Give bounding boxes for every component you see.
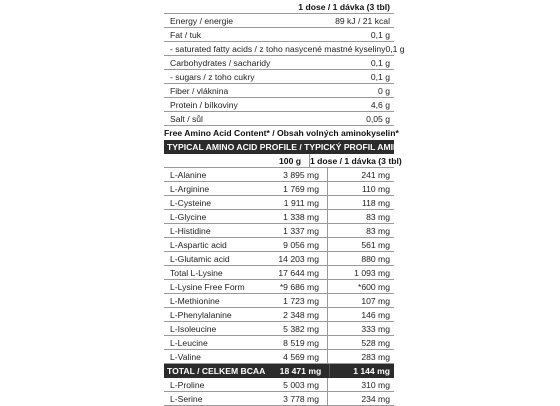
- nutrition-label: Carbohydrates / sacharidy: [170, 58, 271, 68]
- nutrition-label: Fat / tuk: [170, 30, 202, 40]
- amino-dose-value: 110 mg: [361, 184, 390, 194]
- nutrition-label: - sugars / z toho cukry: [170, 72, 255, 82]
- amino-100g-value: 1 723 mg: [261, 294, 328, 307]
- nutrition-row: [164, 42, 405, 56]
- nutrition-row: [164, 84, 394, 98]
- nutrition-header-label: 1 dose / 1 dávka (3 tbl): [298, 2, 390, 12]
- amino-dose-value: *600 mg: [357, 282, 390, 292]
- amino-100g-value: 17 644 mg: [261, 266, 328, 279]
- amino-100g-value: 14 203 mg: [261, 252, 328, 265]
- nutrition-row: [164, 112, 394, 126]
- nutrition-value: 0,1 g: [385, 44, 405, 54]
- amino-dose-value: 561 mg: [361, 240, 390, 250]
- amino-label: L-Methionine: [170, 296, 220, 306]
- amino-100g-value: 8 519 mg: [261, 336, 328, 349]
- amino-100g-value: 1 769 mg: [261, 182, 328, 195]
- amino-label: L-Glycine: [170, 212, 207, 222]
- nutrition-value: 0,1 g: [370, 58, 390, 68]
- amino-100g-value: 5 382 mg: [261, 322, 328, 335]
- amino-label: L-Proline: [170, 380, 205, 390]
- amino-label: L-Histidine: [170, 226, 211, 236]
- amino-row: [164, 378, 394, 392]
- amino-dose-value: 880 mg: [361, 254, 390, 264]
- amino-label: L-Phenylalanine: [170, 310, 232, 320]
- bcaa-total-row: [164, 364, 394, 378]
- nutrition-value: 89 kJ / 21 kcal: [335, 16, 390, 26]
- amino-label: L-Isoleucine: [170, 324, 217, 334]
- amino-dose-value: 283 mg: [361, 352, 390, 362]
- amino-dose-value: 1 093 mg: [354, 268, 390, 278]
- nutrition-row: [164, 14, 394, 28]
- bcaa-total-100g: 18 471 mg: [265, 364, 330, 377]
- amino-row: [164, 224, 394, 238]
- amino-100g-value: 4 569 mg: [261, 350, 328, 363]
- nutrition-value: 4,6 g: [370, 100, 390, 110]
- amino-row: [164, 350, 394, 364]
- amino-header-row: [164, 154, 402, 168]
- amino-col1-header: 100 g: [243, 154, 310, 167]
- nutrition-label: - saturated fatty acids / z toho nasycené mastné kyseliny: [170, 44, 386, 54]
- amino-row: [164, 336, 394, 350]
- amino-100g-value: 3 778 mg: [261, 392, 328, 405]
- amino-header-spacer: [164, 154, 243, 167]
- amino-rows: [164, 168, 394, 364]
- profile-title-row: [164, 140, 446, 154]
- nutrition-value: 0,1 g: [370, 72, 390, 82]
- free-amino-title: Free Amino Acid Content* / Obsah volných aminokyselin*: [164, 128, 399, 138]
- amino-row: [164, 308, 394, 322]
- nutrition-row: [164, 28, 394, 42]
- amino-label: L-Valine: [170, 352, 201, 362]
- amino-row: [164, 252, 394, 266]
- amino-100g-value: 1 337 mg: [261, 224, 328, 237]
- amino-dose-value: 118 mg: [361, 198, 390, 208]
- amino-label: L-Alanine: [170, 170, 207, 180]
- amino-row: [164, 392, 394, 406]
- profile-title: TYPICAL AMINO ACID PROFILE / TYPICKÝ PROFIL AMINOKYSELIN:: [167, 142, 446, 152]
- amino-label: Total L-Lysine: [170, 268, 223, 278]
- amino-row: [164, 280, 394, 294]
- nutrition-value: 0,05 g: [366, 114, 390, 124]
- amino-label: L-Aspartic acid: [170, 240, 227, 250]
- nutrition-value: 0,1 g: [370, 30, 390, 40]
- amino-100g-value: 1 911 mg: [261, 196, 328, 209]
- nutrition-header-row: [164, 0, 394, 14]
- amino-label: L-Glutamic acid: [170, 254, 230, 264]
- amino-row: [164, 196, 394, 210]
- amino-col2-header: 1 dose / 1 dávka (3 tbl): [310, 156, 402, 166]
- free-amino-title-row: [164, 126, 399, 140]
- amino-100g-value: 1 338 mg: [261, 210, 328, 223]
- amino-label: L-Cysteine: [170, 198, 212, 208]
- amino-100g-value: *9 686 mg: [261, 280, 328, 293]
- amino-dose-value: 310 mg: [361, 380, 390, 390]
- amino-label: L-Serine: [170, 394, 203, 404]
- nutrition-rows: [164, 14, 405, 126]
- amino-dose-value: 83 mg: [366, 226, 390, 236]
- nutrition-row: [164, 56, 394, 70]
- amino-100g-value: 3 895 mg: [261, 168, 328, 181]
- bcaa-total-dose: 1 144 mg: [353, 366, 390, 376]
- nutrition-label: Protein / bílkoviny: [170, 100, 238, 110]
- amino-dose-value: 241 mg: [361, 170, 390, 180]
- amino-100g-value: 2 348 mg: [261, 308, 328, 321]
- nutrition-facts-sheet: [164, 0, 446, 406]
- amino-dose-value: 333 mg: [361, 324, 390, 334]
- amino-row: [164, 294, 394, 308]
- amino-dose-value: 528 mg: [361, 338, 390, 348]
- amino-label: L-Arginine: [170, 184, 210, 194]
- amino-dose-value: 107 mg: [361, 296, 390, 306]
- amino-row: [164, 168, 394, 182]
- amino-row: [164, 210, 394, 224]
- amino-row: [164, 238, 394, 252]
- nutrition-label: Energy / energie: [170, 16, 234, 26]
- amino-dose-value: 83 mg: [366, 212, 390, 222]
- amino-label: L-Lysine Free Form: [170, 282, 245, 292]
- amino-100g-value: 5 003 mg: [261, 378, 328, 391]
- amino-row: [164, 266, 394, 280]
- bcaa-total-label: TOTAL / CELKEM BCAA: [167, 366, 266, 376]
- amino-after-rows: [164, 378, 394, 406]
- amino-row: [164, 322, 394, 336]
- amino-dose-value: 234 mg: [361, 394, 390, 404]
- nutrition-row: [164, 70, 394, 84]
- amino-dose-value: 146 mg: [361, 310, 390, 320]
- nutrition-row: [164, 98, 394, 112]
- nutrition-label: Salt / sůl: [170, 114, 203, 124]
- nutrition-value: 0 g: [378, 86, 390, 96]
- nutrition-header-spacer: [164, 0, 250, 13]
- amino-row: [164, 182, 394, 196]
- amino-label: L-Leucine: [170, 338, 208, 348]
- nutrition-label: Fiber / vláknina: [170, 86, 229, 96]
- amino-100g-value: 9 056 mg: [261, 238, 328, 251]
